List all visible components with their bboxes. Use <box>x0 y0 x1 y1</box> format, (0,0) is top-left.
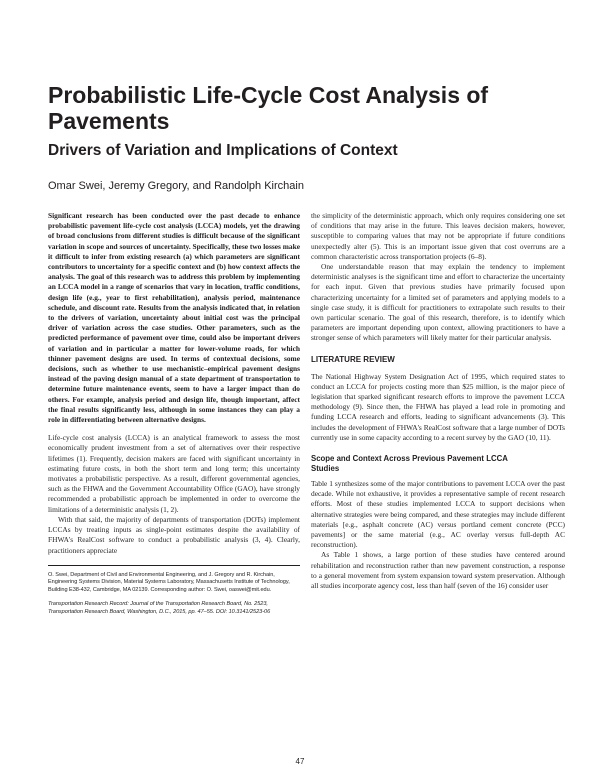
author-affiliation: O. Swei, Department of Civil and Environmental Engineering, and J. Gregory and R. Kirchain, Engineering Systems Division, Material Systems Laboratory, Massachusetts Institute of Technology, Building E38-432, Cambridge, MA 02139. Corresponding author: O. Swei, oaswei@mit.edu. <box>48 571 290 593</box>
intro-paragraph: With that said, the majority of departments of transportation (DOTs) implement LCCAs by treating inputs as single-point estimates despite the availability of FHWA's RealCost software to conduct a probabilistic analysis (3, 4). Clearly, practitioners appreciate <box>48 514 300 555</box>
intro-paragraph: Life-cycle cost analysis (LCCA) is an analytical framework to assess the most economically prudent investment from a set of alternatives over their respective lifetimes (1). Frequently, decision makers are faced with significant uncertainty in estimating future costs, in both the short term and long term; this uncertainty motivates a probabilistic perspective. As a result, different governmental agencies, such as the FHWA and the Government Accountability Office (GAO), have strongly recommended a probabilistic approach be implemented in order to overcome the limitations of a deterministic analysis (1, 2). <box>48 433 300 514</box>
scope-paragraph: As Table 1 shows, a large portion of these studies have centered around rehabilitation and reconstruction rather than new pavement construction, a response to a general movement from system expansion toward system preservation. Although all studies incorporate agency cost, less than half (seven of the 16) consider user <box>311 550 565 591</box>
abstract: Significant research has been conducted over the past decade to enhance probabilistic pavement life-cycle cost analysis (LCCA) models, yet the drawing of broad conclusions from different studies is difficult because of the significant variation in scope and sources of uncertainty. Specifically, these two losses make it difficult to infer from existing research (a) which parameters are significant contributors to uncertainty for a specific context and (b) how context affects the analysis. The goal of this research was to address this problem by implementing an LCCA model in a range of scenarios that vary in location, traffic conditions, design life (e.g., year to first rehabilitation), analysis period, maintenance schedule, and discount rate. Results from the analysis indicated that, in relation to the drivers of variation, uncertainty about initial cost was the principal driver of variation across the case studies. Other parameters, such as the predicted performance of pavement over time, could also be important drivers of variation and in particular a matter for lower-volume roads, for which thinner pavement designs are used. In terms of contextual decisions, some decisions, such as whether to use mechanistic–empirical pavement designs instead of the paving design manual of a state department of transportation to determine future maintenance events, seem to have a larger impact than do others. For example, analysis period and design life, though important, affect the final results significantly less, although in some instances they can play a role in differentiating between alternative designs. <box>48 211 300 425</box>
journal-citation: Transportation Research Record: Journal of the Transportation Research Board, No. 2523, Transportation Research Board, Washington, D.C., 2015, pp. 47–55. DOI: 10.3141/2523-06 <box>48 601 271 616</box>
right-column <box>311 211 565 591</box>
author-list: Omar Swei, Jeremy Gregory, and Randolph Kirchain <box>48 180 304 192</box>
intro-paragraph: the simplicity of the deterministic approach, which only requires considering one set of conditions that may arise in the future. This leaves decision makers, however, susceptible to comparing values that may not be appropriate if future conditions unexpectedly alter (5). This is an important issue given that cost overruns are a common characteristic across transportation projects (6–8). <box>311 211 565 261</box>
intro-paragraph: One understandable reason that may explain the tendency to implement deterministic analyses is the significant time and effort to characterize the uncertainty for each input. Given that previous studies have primarily focused upon characterizing uncertainty for a limited set of parameters and applying models to a single case study, it is difficult for practitioners to extrapolate such results to their own particular scenario. The goal of this research, therefore, is to identify which parameters are important depending upon context, allowing practitioners to have a stronger sense of which parameters will likely matter for their particular analysis. <box>311 262 565 343</box>
footnote-divider <box>48 565 300 566</box>
page-number: 47 <box>295 757 305 766</box>
section-heading: LITERATURE REVIEW <box>311 354 395 364</box>
literature-review-paragraph: The National Highway System Designation Act of 1995, which required states to conduct an LCCA for projects costing more than $25 million, is the major piece of legislation that sparked significant research efforts to improve the pavement LCCA methodology (9). Since then, the FHWA has played a lead role in promoting and funding LCCA research and efforts, leading to significant advancements (3). This includes the development of FHWA's RealCost software that a large number of DOTs currently use in some capacity according to a recent survey by the GAO (10, 11). <box>311 371 565 442</box>
subsection-heading: Scope and Context Across Previous Pavement LCCA Studies <box>311 454 508 474</box>
scope-paragraph: Table 1 synthesizes some of the major contributions to pavement LCCA over the past decade. While not exhaustive, it provides a representative sample of recent research efforts. Most of these studies implemented LCCA to support decisions when alternative strategies were being compared, and these strategies may include different materials [e.g., asphalt concrete (AC) versus portland cement concrete (PCC) pavements] or the same material (e.g., AC overlay versus full-depth AC reconstruction). <box>311 479 565 550</box>
paper-title: Probabilistic Life-Cycle Cost Analysis of Pavements <box>48 82 489 134</box>
left-column <box>48 211 300 617</box>
paper-subtitle: Drivers of Variation and Implications of Context <box>48 142 398 159</box>
